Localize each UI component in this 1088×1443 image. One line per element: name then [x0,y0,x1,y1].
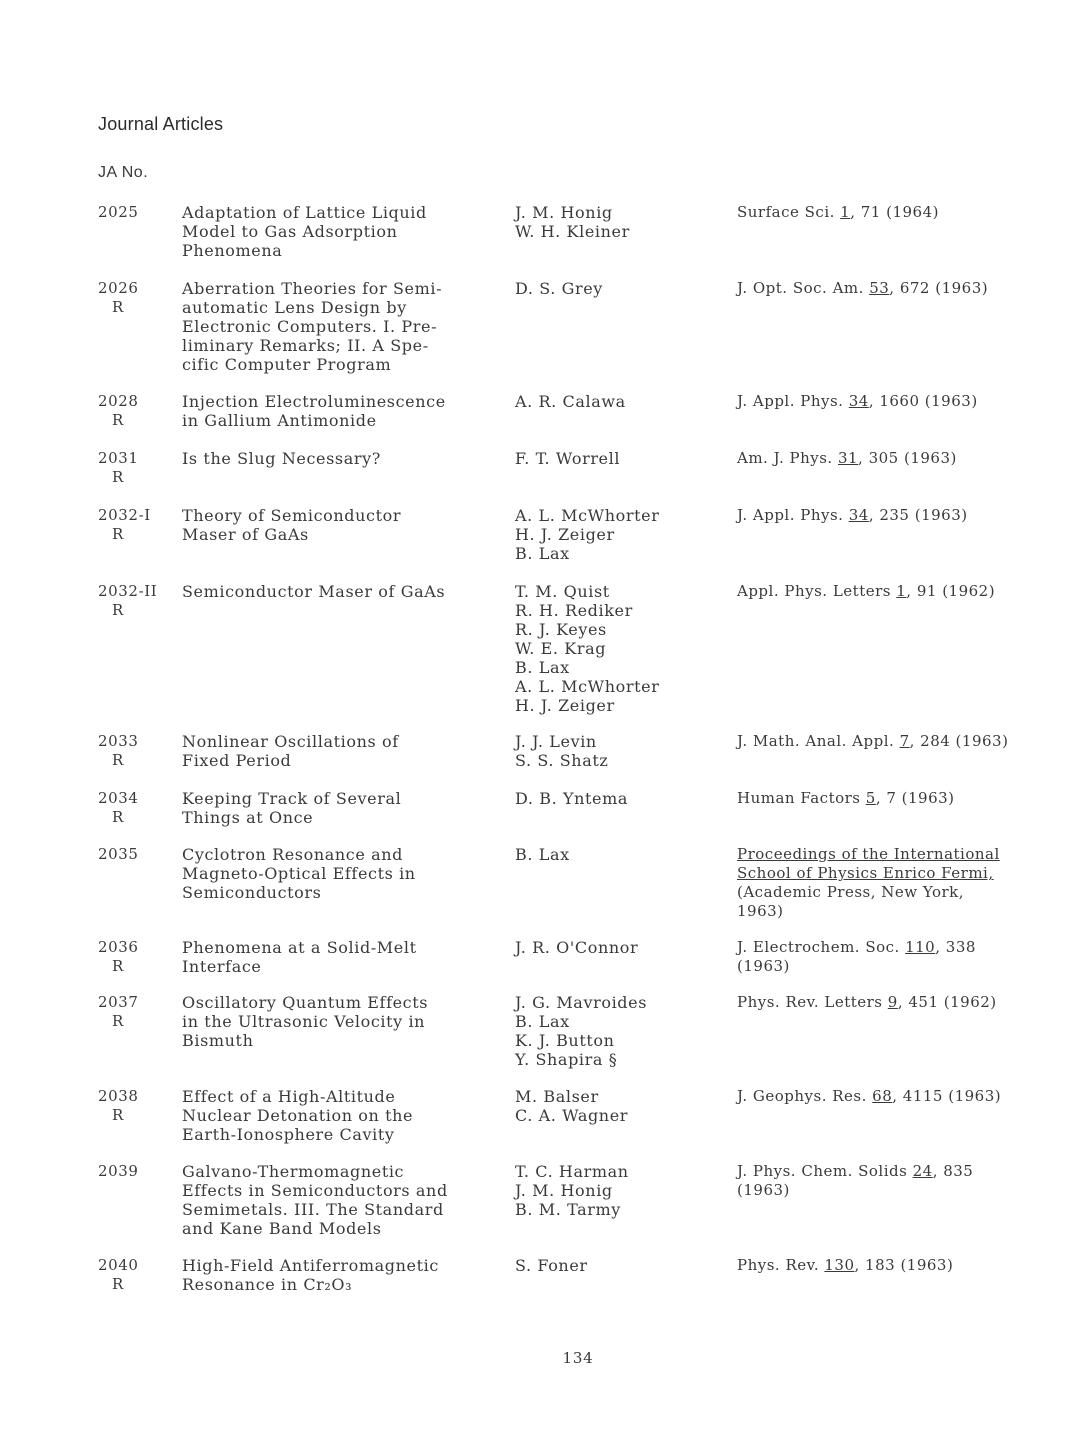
ja-number-value: 2031 [98,449,139,467]
title-line: Phenomena at a Solid-Melt [182,938,417,957]
article-title [182,732,502,770]
title-line: Earth-Ionosphere Cavity [182,1125,395,1144]
author-name: B. Lax [515,544,570,563]
ja-number-value: 2032-I [98,506,151,524]
article-authors [515,203,725,241]
author-name: J. G. Mavroides [515,993,648,1012]
title-line: Nuclear Detonation on the [182,1106,414,1125]
journal-citation [737,1087,1057,1106]
journal-citation [737,279,1057,298]
reprint-mark: R [112,601,124,619]
journal-volume: 34 [848,506,869,524]
ja-number-value: 2026 [98,279,139,297]
title-line: Aberration Theories for Semi- [182,279,443,298]
author-name: C. A. Wagner [515,1106,629,1125]
journal-volume: 68 [872,1087,893,1105]
article-title [182,449,502,468]
reprint-mark: R [112,751,124,769]
author-name: J. J. Levin [515,732,597,751]
ja-number [98,732,178,770]
author-name: W. E. Krag [515,639,607,658]
author-name: B. M. Tarmy [515,1200,621,1219]
author-name: B. Lax [515,845,570,864]
article-authors [515,392,725,411]
author-name: H. J. Zeiger [515,525,615,544]
title-line: Cyclotron Resonance and [182,845,404,864]
article-title [182,993,502,1050]
journal-volume: 7 [899,732,910,750]
journal-volume: 53 [869,279,890,297]
journal-name: Phys. Rev. Letters [737,993,888,1011]
journal-name: J. Electrochem. Soc. [737,938,906,956]
author-name: A. L. McWhorter [515,506,660,525]
title-line: liminary Remarks; II. A Spe- [182,336,429,355]
journal-citation [737,449,1057,468]
title-line: Semiconductors [182,883,322,902]
title-line: Oscillatory Quantum Effects [182,993,429,1012]
author-name: J. M. Honig [515,1181,613,1200]
title-line: Galvano-Thermomagnetic [182,1162,405,1181]
article-title [182,1162,502,1238]
title-line: Effects in Semiconductors and [182,1181,448,1200]
reprint-mark: R [112,298,124,316]
journal-pages-year: , 672 (1963) [889,279,989,297]
author-name: S. Foner [515,1256,588,1275]
journal-pages-year: , 835 [932,1162,974,1180]
article-authors [515,732,725,770]
journal-volume: 31 [837,449,859,467]
ja-number-value: 2038 [98,1087,139,1105]
article-authors [515,279,725,298]
ja-number [98,279,178,317]
title-line: Is the Slug Necessary? [182,449,381,468]
title-line: Semimetals. III. The Standard [182,1200,444,1219]
journal-pages-year: , 183 (1963) [854,1256,954,1274]
author-name: T. M. Quist [515,582,610,601]
title-line: Bismuth [182,1031,254,1050]
journal-name: J. Phys. Chem. Solids [737,1162,913,1180]
article-authors [515,1087,725,1125]
ja-number [98,845,178,864]
title-line: and Kane Band Models [182,1219,382,1238]
article-title [182,1087,502,1144]
journal-pages-year: , 1660 (1963) [868,392,978,410]
journal-name: Phys. Rev. [737,1256,825,1274]
ja-number-value: 2037 [98,993,139,1011]
journal-name: J. Geophys. Res. [737,1087,873,1105]
title-line: Theory of Semiconductor [182,506,402,525]
title-line: Maser of GaAs [182,525,309,544]
article-title [182,1256,502,1294]
author-name: A. L. McWhorter [515,677,660,696]
title-line: automatic Lens Design by [182,298,407,317]
author-name: Y. Shapira § [515,1050,618,1069]
journal-pages-year: , 7 (1963) [875,789,955,807]
ja-number [98,1162,178,1181]
journal-volume: 34 [848,392,869,410]
title-line: in the Ultrasonic Velocity in [182,1012,426,1031]
article-authors [515,1256,725,1275]
title-line: Electronic Computers. I. Pre- [182,317,438,336]
title-line: Fixed Period [182,751,292,770]
ja-number [98,582,178,620]
author-name: R. H. Rediker [515,601,633,620]
author-name: D. B. Yntema [515,789,629,808]
journal-citation [737,993,1057,1012]
title-line: Injection Electroluminescence [182,392,446,411]
journal-pages-year: , 284 (1963) [909,732,1009,750]
journal-volume: 9 [887,993,898,1011]
article-authors [515,506,725,563]
reprint-mark: R [112,1275,124,1293]
journal-citation [737,1162,1057,1200]
ja-number [98,1087,178,1125]
article-authors [515,789,725,808]
ja-number [98,392,178,430]
author-name: D. S. Grey [515,279,603,298]
title-line: Phenomena [182,241,283,260]
ja-number-value: 2032-II [98,582,158,600]
journal-pages-year: , 91 (1962) [906,582,996,600]
author-name: K. J. Button [515,1031,615,1050]
article-authors [515,993,725,1069]
journal-pages-year: , 235 (1963) [868,506,968,524]
author-name: J. R. O'Connor [515,938,639,957]
journal-pages-year: , 305 (1963) [858,449,957,467]
ja-number [98,993,178,1031]
title-line: Nonlinear Oscillations of [182,732,399,751]
title-line: Effect of a High-Altitude [182,1087,396,1106]
ja-number-value: 2034 [98,789,139,807]
journal-pages-year: , 71 (1964) [850,203,939,221]
ja-number [98,449,178,487]
title-line: in Gallium Antimonide [182,411,377,430]
article-authors [515,1162,725,1219]
author-name: R. J. Keyes [515,620,607,639]
article-authors [515,845,725,864]
publisher-line: (Academic Press, New York, [737,883,965,901]
book-title-line: School of Physics Enrico Fermi, [737,864,994,882]
section-heading: Journal Articles [98,114,224,134]
ja-number-value: 2025 [98,203,139,221]
ja-number-value: 2028 [98,392,139,410]
journal-volume: 130 [824,1256,855,1274]
journal-citation [737,203,1057,222]
article-authors [515,938,725,957]
ja-number [98,1256,178,1294]
journal-pages-year: , 338 [935,938,976,956]
title-line: Adaptation of Lattice Liquid [182,203,427,222]
author-name: A. R. Calawa [515,392,626,411]
title-line: Interface [182,957,262,976]
author-name: J. M. Honig [515,203,613,222]
article-title [182,506,502,544]
reprint-mark: R [112,525,124,543]
journal-citation [737,938,1057,976]
journal-name: Human Factors [737,789,866,807]
journal-name: J. Appl. Phys. [737,392,849,410]
journal-citation [737,1256,1057,1275]
reprint-mark: R [112,1106,124,1124]
journal-name: Am. J. Phys. [737,449,838,467]
journal-name: J. Appl. Phys. [737,506,849,524]
journal-name: J. Math. Anal. Appl. [737,732,900,750]
book-title-line: Proceedings of the International [737,845,1000,863]
author-name: W. H. Kleiner [515,222,630,241]
journal-volume: 24 [912,1162,933,1180]
author-name: H. J. Zeiger [515,696,615,715]
journal-pages-year: , 4115 (1963) [892,1087,1002,1105]
title-line: Resonance in Cr₂O₃ [182,1275,353,1294]
journal-citation [737,789,1057,808]
article-title [182,279,502,374]
article-title [182,392,502,430]
author-name: T. C. Harman [515,1162,629,1181]
journal-volume: 110 [905,938,936,956]
journal-volume: 1 [840,203,851,221]
title-line: Semiconductor Maser of GaAs [182,582,446,601]
ja-number [98,938,178,976]
ja-number-value: 2033 [98,732,139,750]
ja-number-value: 2039 [98,1162,139,1180]
article-title [182,845,502,902]
reprint-mark: R [112,1012,124,1030]
journal-name: J. Opt. Soc. Am. [737,279,870,297]
article-title [182,582,502,601]
article-authors [515,582,725,715]
ja-number-value: 2040 [98,1256,139,1274]
reprint-mark: R [112,411,124,429]
author-name: F. T. Worrell [515,449,621,468]
ja-number [98,203,178,222]
publisher-line: 1963) [737,902,784,920]
journal-year: (1963) [737,957,790,975]
title-line: High-Field Antiferromagnetic [182,1256,439,1275]
title-line: Things at Once [182,808,314,827]
journal-citation [737,506,1057,525]
ja-number [98,789,178,827]
title-line: Model to Gas Adsorption [182,222,398,241]
journal-year: (1963) [737,1181,790,1199]
reprint-mark: R [112,468,124,486]
journal-citation [737,732,1057,751]
article-title [182,789,502,827]
article-authors [515,449,725,468]
title-line: Magneto-Optical Effects in [182,864,416,883]
title-line: Keeping Track of Several [182,789,402,808]
article-title [182,203,502,260]
page-number: 134 [562,1349,594,1367]
journal-pages-year: , 451 (1962) [897,993,997,1011]
author-name: B. Lax [515,1012,570,1031]
ja-number [98,506,178,544]
reprint-mark: R [112,808,124,826]
ja-number-value: 2035 [98,845,139,863]
title-line: cific Computer Program [182,355,392,374]
journal-citation [737,582,1057,601]
journal-name: Appl. Phys. Letters [737,582,897,600]
ja-number-value: 2036 [98,938,139,956]
journal-citation [737,845,1057,921]
journal-citation [737,392,1057,411]
reprint-mark: R [112,957,124,975]
journal-name: Surface Sci. [737,203,841,221]
article-title [182,938,502,976]
journal-volume: 5 [865,789,876,807]
column-label: JA No. [98,164,149,181]
author-name: B. Lax [515,658,570,677]
author-name: M. Balser [515,1087,599,1106]
author-name: S. S. Shatz [515,751,609,770]
journal-volume: 1 [896,582,907,600]
